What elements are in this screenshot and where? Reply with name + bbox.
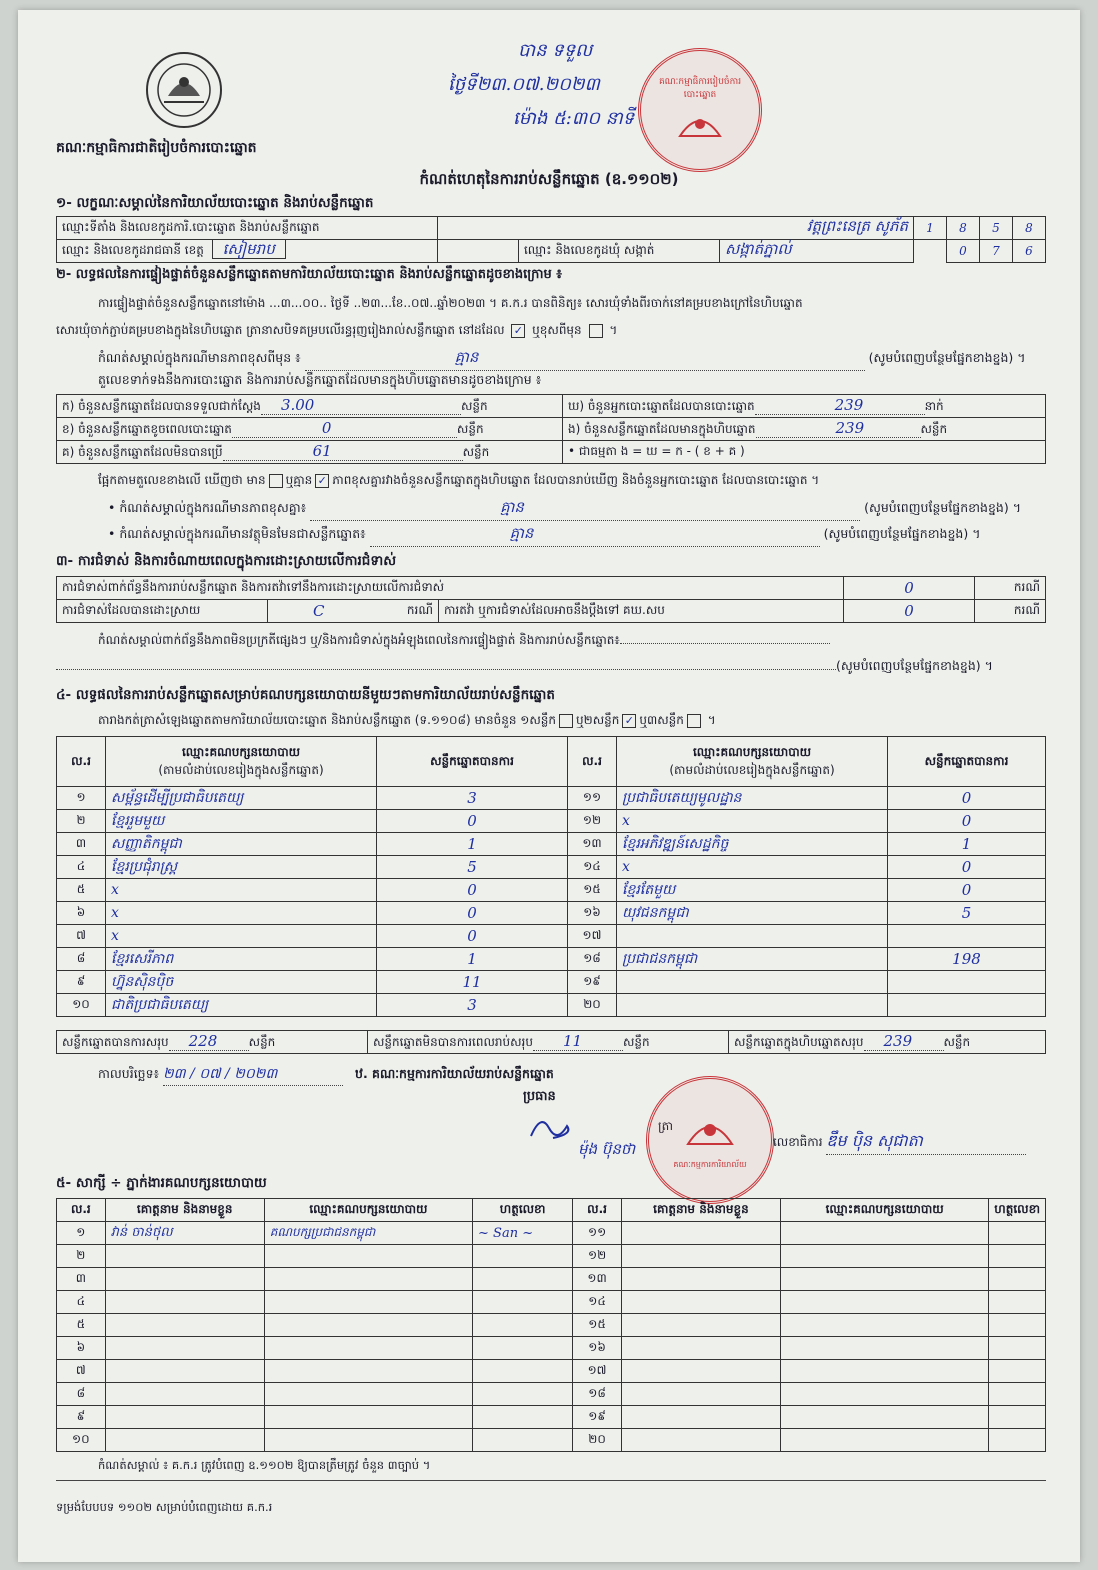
row-number: ១៣	[568, 833, 617, 856]
table-row	[57, 1383, 1046, 1406]
seal-emblem-icon	[675, 106, 725, 146]
appeal-label: ការតវ៉ា ឬការជំទាស់ដែលអាចនឹងប្តឹងទៅ គឃ.សប	[439, 600, 844, 623]
commune-label: ឈ្មោះ និងលេខកូដឃុំ សង្កាត់	[519, 240, 720, 263]
secretary-line: លេខាធិការ ឌឹម ប៉ិន សុជាតា	[773, 1130, 1026, 1155]
row-number: ២	[57, 1245, 106, 1268]
witness-party[interactable]	[264, 1291, 472, 1314]
table-row	[57, 994, 1046, 1017]
remark-1: កំណត់សម្គាល់ក្នុងករណីមានភាពខុសពីមុន ៖ គ្មាន (សូមបំពេញបន្ថែមផ្នែកខាងខ្នង) ។	[98, 348, 1025, 371]
witness-party[interactable]	[780, 1245, 988, 1268]
witness-name[interactable]	[105, 1314, 264, 1337]
figures-table: ក) ចំនួនសន្លឹកឆ្នោតដែលបានទទួលជាក់ស្តែង 3.00 សន្លឹក ឃ) ចំនួនអ្នកបោះឆ្នោតដែលបានបោះឆ្នោត 239 នាក់ ខ) ចំនួនសន្លឹកឆ្នោតខូចពេលបោះឆ្នោត 0 សន្លឹក ង) ចំនួនសន្លឹកឆ្នោតដែលមានក្នុងហិបឆ្នោត 239 សន្លឹក គ) ចំនួនសន្លឹកឆ្នោតដែលមិនបានប្រើ 61 សន្លឹក • ជាធម្មតា ង = ឃ = ក - ( ខ + គ )	[56, 394, 1046, 464]
total-valid-value: 228	[188, 1032, 218, 1050]
witness-signature[interactable]	[989, 1314, 1046, 1337]
party-name: សញ្ញាតិកម្ពុជា	[106, 833, 377, 856]
committee-label: ឋ. គណៈកម្មការការិយាល័យរាប់សន្លឹកឆ្នោត	[355, 1066, 554, 1081]
commune-code-digit: 6	[1013, 240, 1046, 263]
row-number: ២	[57, 810, 106, 833]
row-number: ១	[57, 787, 106, 810]
totals-table: សន្លឹកឆ្នោតបានការសរុប 228 សន្លឹក សន្លឹកឆ្នោតមិនបានការពេលរាប់សរុប 11 សន្លឹក សន្លឹកឆ្នោតក្នុងហិបឆ្នោតសរុប 239 សន្លឹក	[56, 1030, 1046, 1054]
table-row	[57, 1314, 1046, 1337]
table-row	[57, 1222, 1046, 1245]
section-1-title: ១- លក្ខណៈសម្គាល់នៃការិយាល័យបោះឆ្នោត និងរាប់សន្លឹកឆ្នោត	[56, 195, 374, 211]
row-number: ១៤	[573, 1291, 622, 1314]
stamp-label: ត្រា	[658, 1119, 673, 1133]
party-votes: 0	[888, 787, 1046, 810]
witness-signature[interactable]	[989, 1268, 1046, 1291]
party-name: ខ្មែររួមមួយ	[106, 810, 377, 833]
location-code-digit: 8	[1013, 217, 1046, 240]
secretary-name: ឌឹម ប៉ិន សុជាតា	[826, 1130, 1026, 1155]
party-votes	[888, 994, 1046, 1017]
official-seal-bottom: គណៈកម្មការការិយាល័យ	[646, 1076, 774, 1204]
witness-signature[interactable]	[473, 1268, 573, 1291]
witness-name[interactable]	[105, 1268, 264, 1291]
province-value: សៀមរាប	[212, 239, 286, 259]
org-name: គណៈកម្មាធិការជាតិរៀបចំការបោះឆ្នោត	[56, 140, 257, 156]
party-name: x	[617, 856, 888, 879]
row-number: ៩	[57, 971, 106, 994]
complaints-table: ការជំទាស់ពាក់ព័ន្ធនឹងការរាប់សន្លឹកឆ្នោត និងការតវ៉ាទៅនឹងការដោះស្រាយលើការជំទាស់ 0 ករណី ការជំទាស់ដែលបានដោះស្រាយ C ករណី ការតវ៉ា ឬការជំទាស់ដែលអាចនឹងប្តឹងទៅ គឃ.សប 0 ករណី	[56, 576, 1046, 623]
witness-name[interactable]	[621, 1291, 780, 1314]
witness-name[interactable]	[105, 1406, 264, 1429]
row-number: ៣	[57, 833, 106, 856]
witness-name[interactable]	[621, 1314, 780, 1337]
irregularity-remark: កំណត់សម្គាល់ពាក់ព័ន្ធនឹងភាពមិនប្រក្រតីផ្សេងៗ ឬ/និងការជំទាស់ក្នុងអំឡុងពេលនៃការផ្ទៀងផ្ទាត់ និងការរាប់សន្លឹកឆ្នោត៖	[98, 632, 830, 650]
witness-party[interactable]	[780, 1222, 988, 1245]
party-votes: 3	[377, 994, 568, 1017]
witness-name[interactable]	[105, 1429, 264, 1452]
voters-value: 239	[834, 396, 864, 414]
verify-line-1: ការផ្ទៀងផ្ទាត់ចំនួនសន្លឹកឆ្នោតនៅម៉ោង ...៣...០០.. ថ្ងៃទី ..២៣...ខែ..០៧..ឆ្នាំ២០២៣ ។ គ.ក.រ បានពិនិត្យ៖ សោរឃុំទាំងពីរចាក់នៅគម្របខាងក្រៅនៃហិបឆ្នោត	[98, 296, 803, 310]
verify-line-2: សោរឃុំចាក់ភ្ជាប់គម្របខាងក្នុងនៃហិបឆ្នោត ត្រានាសបិទគម្របលើរន្ធរុញរៀងរាល់សន្លឹកឆ្នោត នៅដដែល ✓ ឬខុសពីមុន ។	[56, 323, 618, 337]
table-row	[57, 879, 1046, 902]
table-row	[57, 856, 1046, 879]
table-row	[57, 1337, 1046, 1360]
location-label: ឈ្មោះទីតាំង និងលេខកូដការិ.បោះឆ្នោត និងរាប់សន្លឹកឆ្នោត	[57, 217, 438, 240]
witness-party[interactable]	[780, 1360, 988, 1383]
hand-received-date: ថ្ងៃទី២៣.០៧.២០២៣	[448, 74, 600, 95]
province-label: ឈ្មោះ និងលេខកូដរាជធានី ខេត្ត	[62, 243, 204, 257]
section-4-title: ៤- លទ្ធផលនៃការរាប់សន្លឹកឆ្នោតសម្រាប់គណបក្សនយោបាយនីមួយៗតាមការិយាល័យរាប់សន្លឹកឆ្នោត	[56, 687, 555, 703]
witness-signature[interactable]	[989, 1222, 1046, 1245]
chair-label: ប្រធាន	[523, 1089, 556, 1104]
witness-name[interactable]	[105, 1360, 264, 1383]
witness-party[interactable]	[780, 1429, 988, 1452]
witness-party[interactable]	[264, 1268, 472, 1291]
party-name: ខ្មែរអភិវឌ្ឍន៍សេដ្ឋកិច្ច	[617, 833, 888, 856]
row-number: ១១	[568, 787, 617, 810]
party-votes: 0	[377, 925, 568, 948]
total-box-value: 239	[883, 1032, 913, 1050]
witness-signature[interactable]	[473, 1337, 573, 1360]
witness-name[interactable]	[621, 1429, 780, 1452]
party-votes: 0	[888, 879, 1046, 902]
witness-party[interactable]	[264, 1360, 472, 1383]
table-row	[57, 1291, 1046, 1314]
row-number: ៣	[57, 1268, 106, 1291]
party-votes: 198	[888, 948, 1046, 971]
party-name	[617, 971, 888, 994]
party-name: x	[617, 810, 888, 833]
witness-name[interactable]	[105, 1337, 264, 1360]
party-votes: 0	[888, 856, 1046, 879]
witness-signature[interactable]	[989, 1360, 1046, 1383]
form-page	[18, 10, 1080, 1562]
location-code-digit: 1	[914, 217, 947, 240]
location-value: វត្តព្រះនេត្រ សូភ័ត	[438, 217, 914, 240]
row-number: ១០	[57, 994, 106, 1017]
party-votes: 3	[377, 787, 568, 810]
commune-value: សង្កាត់ភ្នាល់	[720, 240, 914, 263]
witness-party[interactable]	[264, 1337, 472, 1360]
witness-party[interactable]	[780, 1291, 988, 1314]
table-row	[57, 971, 1046, 994]
received-ballots-value: 3.00	[280, 396, 315, 414]
party-name: យុវជនកម្ពុជា	[617, 902, 888, 925]
witness-signature[interactable]	[989, 1337, 1046, 1360]
footnote: កំណត់សម្គាល់ ៖ គ.ក.រ ត្រូវបំពេញ ឧ.១១០២ ឱ្យបានត្រឹមត្រូវ ចំនួន ៣ច្បាប់ ។	[98, 1458, 431, 1472]
seal-emblem-icon	[682, 1110, 738, 1156]
witness-signature[interactable]	[989, 1245, 1046, 1268]
chair-name: ម៉ុង ប៊ុនថា	[578, 1140, 636, 1158]
party-name: x	[106, 925, 377, 948]
witness-party[interactable]	[264, 1383, 472, 1406]
row-number: ៦	[57, 1337, 106, 1360]
party-votes: 5	[888, 902, 1046, 925]
nec-emblem-icon	[146, 52, 222, 128]
party-votes: 0	[888, 810, 1046, 833]
formula: • ជាធម្មតា ង = ឃ = ក - ( ខ + គ )	[563, 441, 1046, 464]
party-name: ខ្មែរសេរីភាព	[106, 948, 377, 971]
row-number: ៤	[57, 1291, 106, 1314]
witness-signature[interactable]	[473, 1406, 573, 1429]
party-name: ខ្មែរតែមួយ	[617, 879, 888, 902]
row-number: ៩	[57, 1406, 106, 1429]
official-seal-top: គណៈកម្មាធិការរៀបចំការបោះឆ្នោត	[638, 48, 762, 172]
party-name: ជាតិប្រជាធិបតេយ្យ	[106, 994, 377, 1017]
party-results-table: ល.រ ឈ្មោះគណបក្សនយោបាយ (តាមលំដាប់លេខរៀងក្នុងសន្លឹកឆ្នោត) សន្លឹកឆ្នោតបានការ ល.រ ឈ្មោះគណបក្សនយោបាយ (តាមលំដាប់លេខរៀងក្នុងសន្លឹកឆ្នោត) សន្លឹកឆ្នោតបានការ ១ សម្ព័ន្ធដើម្បីប្រជាធិបតេយ្យ 3 ១១ ប្រជាធិបតេយ្យមូលដ្ឋាន 0 ២ ខ្មែររួមមួយ 0 ១២ x 0 ៣ សញ្ញាតិកម្ពុជា 1 ១៣ ខ្មែរអភិវឌ្ឍន៍សេដ្ឋកិច្ច 1 ៤ ខ្មែរប្រជុំរាស្ត្រ 5 ១៤ x 0 ៥ x 0 ១៥ ខ្មែរតែមួយ 0 ៦ x 0 ១៦ យុវជនកម្ពុជា 5 ៧ x 0 ១៧ ៨ ខ្មែរសេរីភាព 1 ១៨ ប្រជាជនកម្ពុជា 198 ៩ ហ្វ៊ុនស៊ិនប៉ិច 11 ១៩ ១០ ជាតិប្រជាធិបតេយ្យ 3 ២០	[56, 736, 1046, 1017]
witness-signature[interactable]	[473, 1429, 573, 1452]
row-number: ១៣	[573, 1268, 622, 1291]
table-row	[57, 1429, 1046, 1452]
three-sheet-checkbox[interactable]	[687, 714, 701, 728]
tally-sheet-count: តារាងកត់ត្រាសំឡេងឆ្នោតតាមការិយាល័យបោះឆ្នោត និងរាប់សន្លឹកឆ្នោត (ទ.១១០៨) មានចំនួន ១សន្លឹក ឬ២សន្លឹក ✓ ឬ៣សន្លឹក ។	[98, 713, 716, 727]
document-title: កំណត់ហេតុនៃការរាប់សន្លឹកឆ្នោត (ឧ.១១០២)	[419, 170, 679, 188]
witness-name[interactable]	[621, 1360, 780, 1383]
complaints-label: ការជំទាស់ពាក់ព័ន្ធនឹងការរាប់សន្លឹកឆ្នោត និងការតវ៉ាទៅនឹងការដោះស្រាយលើការជំទាស់	[57, 577, 844, 600]
witness-party[interactable]	[780, 1406, 988, 1429]
party-name: ប្រជាជនកម្ពុជា	[617, 948, 888, 971]
party-votes: 1	[377, 948, 568, 971]
commune-code-digit: 7	[980, 240, 1013, 263]
table-row	[57, 1406, 1046, 1429]
location-code-digit: 8	[947, 217, 980, 240]
party-name: ហ្វ៊ុនស៊ិនប៉ិច	[106, 971, 377, 994]
spoiled-ballots-value: 0	[321, 419, 332, 437]
row-number: ៨	[57, 948, 106, 971]
date-value: ២៣ / ០៧ / ២០២៣	[163, 1064, 343, 1086]
party-votes: 5	[377, 856, 568, 879]
section-1-table	[56, 216, 1046, 263]
row-number: ១១	[573, 1222, 622, 1245]
party-votes: 1	[888, 833, 1046, 856]
difference-value: គ្មាន	[500, 498, 524, 516]
commune-code-digit: 0	[947, 240, 980, 263]
table-row	[57, 787, 1046, 810]
row-number: ១៦	[568, 902, 617, 925]
witness-name[interactable]	[105, 1245, 264, 1268]
section-5-title: ៥- សាក្សី ÷ ភ្នាក់ងារគណបក្សនយោបាយ	[56, 1175, 267, 1191]
witness-party[interactable]	[780, 1337, 988, 1360]
row-number: ៧	[57, 925, 106, 948]
compare-line: ផ្អែកតាមតួលេខខាងលើ ឃើញថា មាន ឬគ្មាន ✓ ភាពខុសគ្នារវាងចំនួនសន្លឹកឆ្នោតក្នុងហិបឆ្នោត ដែលបានរាប់ឃើញ និងចំនួនអ្នកបោះឆ្នោត ដែលបានបោះឆ្នោត ។	[98, 473, 820, 487]
party-name	[617, 925, 888, 948]
witness-signature[interactable]	[989, 1383, 1046, 1406]
remark-1-value: គ្មាន	[454, 348, 479, 366]
remark-foreign-object: • កំណត់សម្គាល់ក្នុងករណីមានវត្ថុមិនមែនជាសន្លឹកឆ្នោត៖ គ្មាន (សូមបំពេញបន្ថែមផ្នែកខាងខ្នង) ។	[108, 524, 980, 547]
witness-party[interactable]: គណបក្សប្រជាជនកម្ពុជា	[264, 1222, 472, 1245]
table-row	[57, 833, 1046, 856]
section-2-title: ២- លទ្ធផលនៃការផ្ទៀងផ្ទាត់ចំនួនសន្លឹកឆ្នោតតាមការិយាល័យបោះឆ្នោត និងរាប់សន្លឹកឆ្នោតដូចខាងក្រោម ៖	[56, 267, 562, 282]
has-difference-checkbox[interactable]	[269, 474, 283, 488]
row-number: ១	[57, 1222, 106, 1245]
party-name: សម្ព័ន្ធដើម្បីប្រជាធិបតេយ្យ	[106, 787, 377, 810]
table-row	[57, 1245, 1046, 1268]
witness-signature[interactable]	[989, 1429, 1046, 1452]
witness-name[interactable]	[105, 1383, 264, 1406]
party-votes: 0	[377, 902, 568, 925]
witness-table: ល.រ គោត្តនាម និងនាមខ្លួន ឈ្មោះគណបក្សនយោបាយ ហត្ថលេខា ល.រ គោត្តនាម និងនាមខ្លួន ឈ្មោះគណបក្សនយោបាយ ហត្ថលេខា ១ វាន់ ចាន់ថុល គណបក្សប្រជាជនកម្ពុជា ~ San ~ ១១ ២ ១២ ៣ ១៣ ៤ ១៤ ៥ ១៥ ៦ ១៦ ៧ ១៧ ៨ ១៨ ៩ ១៩ ១០ ២០	[56, 1198, 1046, 1452]
chair-signature-icon	[523, 1108, 583, 1148]
witness-name[interactable]	[621, 1222, 780, 1245]
witness-signature[interactable]	[473, 1245, 573, 1268]
row-number: ១៥	[573, 1314, 622, 1337]
witness-name[interactable]	[621, 1245, 780, 1268]
party-votes: 1	[377, 833, 568, 856]
witness-party[interactable]	[780, 1314, 988, 1337]
table-row	[57, 1268, 1046, 1291]
hand-received: បាន ទទួល	[518, 40, 593, 61]
date-line: កាលបរិច្ឆេទ៖ ២៣ / ០៧ / ២០២៣ ឋ. គណៈកម្មការការិយាល័យរាប់សន្លឹកឆ្នោត	[98, 1064, 554, 1086]
row-number: ១២	[573, 1245, 622, 1268]
table-row	[57, 948, 1046, 971]
complaints-value: 0	[844, 577, 975, 600]
witness-name[interactable]	[621, 1268, 780, 1291]
witness-signature[interactable]	[473, 1360, 573, 1383]
row-number: ១៧	[568, 925, 617, 948]
row-number: ១៥	[568, 879, 617, 902]
party-votes: 11	[377, 971, 568, 994]
row-number: ៥	[57, 1314, 106, 1337]
total-invalid-value: 11	[562, 1032, 583, 1050]
two-sheet-checkbox[interactable]: ✓	[622, 714, 636, 728]
changed-checkbox[interactable]	[589, 324, 603, 338]
row-number: ១៨	[568, 948, 617, 971]
no-difference-checkbox[interactable]: ✓	[315, 474, 329, 488]
witness-party[interactable]	[264, 1245, 472, 1268]
witness-signature[interactable]	[473, 1291, 573, 1314]
witness-party[interactable]	[264, 1406, 472, 1429]
row-number: ១២	[568, 810, 617, 833]
row-number: ៧	[57, 1360, 106, 1383]
row-number: ៤	[57, 856, 106, 879]
witness-name[interactable]	[621, 1383, 780, 1406]
row-number: ១៧	[573, 1360, 622, 1383]
party-name: x	[106, 902, 377, 925]
party-votes	[888, 971, 1046, 994]
witness-signature[interactable]	[989, 1406, 1046, 1429]
box-ballots-value: 239	[835, 419, 865, 437]
witness-signature[interactable]	[473, 1383, 573, 1406]
section-3-title: ៣- ការជំទាស់ និងការចំណាយពេលក្នុងការដោះស្រាយលើការជំទាស់	[56, 553, 397, 569]
unused-ballots-value: 61	[312, 442, 332, 460]
witness-name[interactable]	[621, 1337, 780, 1360]
form-footer: ទម្រង់បែបបទ ១១០២ សម្រាប់បំពេញដោយ គ.ក.រ	[56, 1500, 273, 1514]
table-row	[57, 810, 1046, 833]
party-name: ខ្មែរប្រជុំរាស្ត្រ	[106, 856, 377, 879]
same-checkbox[interactable]: ✓	[511, 324, 525, 338]
figures-intro: តួលេខទាក់ទងនឹងការបោះឆ្នោត និងការរាប់សន្លឹកឆ្នោតដែលមានក្នុងហិបឆ្នោតមានដូចខាងក្រោម ៖	[98, 372, 542, 387]
row-number: ២០	[568, 994, 617, 1017]
party-name: ប្រជាធិបតេយ្យមូលដ្ឋាន	[617, 787, 888, 810]
row-number: ៦	[57, 902, 106, 925]
table-row	[57, 1360, 1046, 1383]
appeal-value: 0	[844, 600, 975, 623]
witness-signature[interactable]	[473, 1314, 573, 1337]
row-number: ៨	[57, 1383, 106, 1406]
party-votes: 0	[377, 810, 568, 833]
hand-received-time: ម៉ោង ៥:៣០ នាទី	[513, 108, 635, 129]
witness-party[interactable]	[264, 1429, 472, 1452]
location-code-digit: 5	[980, 217, 1013, 240]
row-number: ២០	[573, 1429, 622, 1452]
party-name	[617, 994, 888, 1017]
remark-difference: • កំណត់សម្គាល់ក្នុងករណីមានភាពខុសគ្នា៖ គ្មាន (សូមបំពេញបន្ថែមផ្នែកខាងខ្នង) ។	[108, 498, 1021, 521]
witness-signature[interactable]	[989, 1291, 1046, 1314]
resolved-value: C	[313, 602, 325, 620]
irregularity-remark-line: (សូមបំពេញបន្ថែមផ្នែកខាងខ្នង) ។	[56, 658, 993, 677]
witness-signature[interactable]: ~ San ~	[473, 1222, 573, 1245]
witness-name[interactable]	[621, 1406, 780, 1429]
row-number: ១៦	[573, 1337, 622, 1360]
row-number: ១០	[57, 1429, 106, 1452]
row-number: ១៨	[573, 1383, 622, 1406]
witness-party[interactable]	[780, 1268, 988, 1291]
resolved-label: ការជំទាស់ដែលបានដោះស្រាយ	[57, 600, 268, 623]
row-number: ១៩	[568, 971, 617, 994]
party-votes	[888, 925, 1046, 948]
row-number: ១៤	[568, 856, 617, 879]
row-number: ៥	[57, 879, 106, 902]
witness-party[interactable]	[264, 1314, 472, 1337]
witness-name[interactable]	[105, 1291, 264, 1314]
table-row	[57, 925, 1046, 948]
party-name: x	[106, 879, 377, 902]
witness-party[interactable]	[780, 1383, 988, 1406]
witness-name[interactable]: វាន់ ចាន់ថុល	[105, 1222, 264, 1245]
party-votes: 0	[377, 879, 568, 902]
row-number: ១៩	[573, 1406, 622, 1429]
foreign-object-value: គ្មាន	[509, 524, 534, 542]
one-sheet-checkbox[interactable]	[559, 714, 573, 728]
table-row	[57, 902, 1046, 925]
